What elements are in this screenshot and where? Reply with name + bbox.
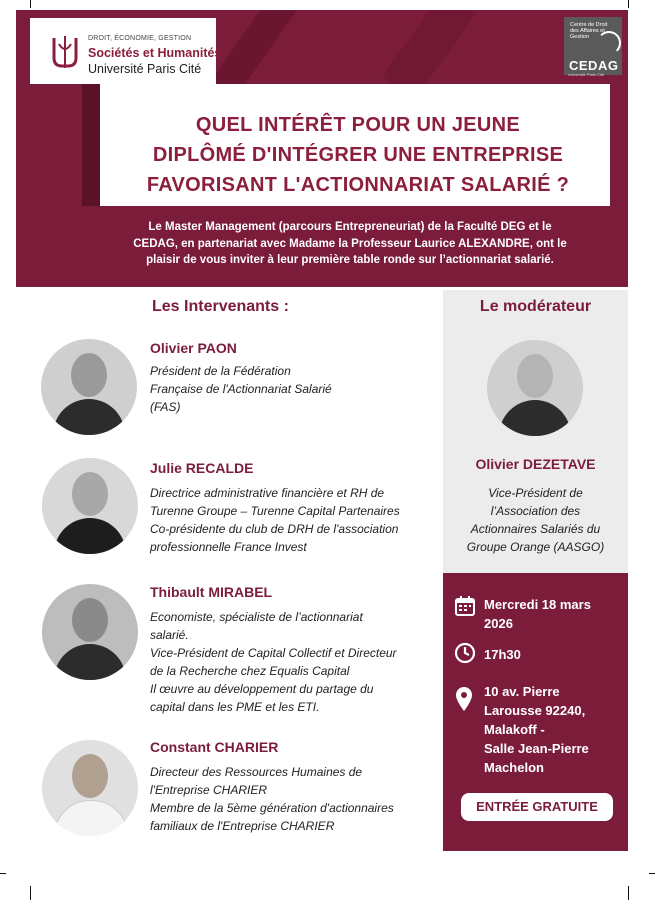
crop-mark: [628, 886, 629, 900]
university-logo: [30, 18, 222, 84]
moderator-heading: Le modérateur: [479, 298, 592, 315]
moderator-photo: [487, 340, 583, 436]
speaker-name: Thibault MIRABEL: [150, 584, 273, 600]
crop-mark: [0, 873, 6, 874]
event-time: 17h30: [484, 647, 521, 662]
intro-text: [100, 219, 600, 269]
speaker-description: Directeur des Ressources Humaines de l'Entreprise CHARIER Membre de la 5ème génération d'actionnaires familiaux de l'Entreprise CHARIER: [150, 765, 394, 833]
speakers-heading: Les Intervenants :: [152, 298, 289, 315]
cedag-logo: [564, 17, 622, 75]
logo-university: Université Paris Cité: [88, 62, 202, 76]
speaker-name: Olivier PAON: [150, 340, 237, 356]
speaker-name: Julie RECALDE: [150, 460, 254, 476]
speaker-photo: [42, 458, 138, 554]
intro-line: CEDAG, en partenariat avec Madame la Professeur Laurice ALEXANDRE, ont le: [133, 237, 567, 250]
speaker-photo: [41, 339, 137, 435]
intro-line: Le Master Management (parcours Entrepreneuriat) de la Faculté DEG et le: [148, 221, 552, 233]
title-accent-bar: [82, 84, 100, 206]
cedag-title: CEDAG: [569, 58, 619, 73]
crop-mark: [649, 873, 655, 874]
calendar-icon: [455, 596, 475, 616]
speaker-photo: [42, 584, 138, 680]
cedag-subtitle: Centre de Droit des Affaires et Gestion: [570, 22, 608, 40]
clock-icon: [454, 642, 476, 664]
crop-mark: [30, 0, 31, 8]
university-logo-mark: [50, 34, 80, 70]
speaker-description: Président de la Fédération Française de l'Actionnariat Salarié (FAS): [150, 364, 332, 414]
speaker-photo: [42, 740, 138, 836]
title-line: FAVORISANT L'ACTIONNARIAT SALARIÉ ?: [146, 174, 570, 196]
page-title: [113, 110, 603, 200]
crop-mark: [628, 0, 629, 8]
cedag-university: Université Paris Cité: [568, 72, 605, 77]
speaker-name: Constant CHARIER: [150, 739, 279, 755]
speaker-description: Economiste, spécialiste de l’actionnariat salarié. Vice-Président de Capital Collectif et Directeur de la Recherche chez Equalis Capital Il œuvre au développement du partage du capital dans les PME et les ETI.: [150, 610, 397, 714]
crop-mark: [30, 886, 31, 900]
event-date: Mercredi 18 mars 2026: [484, 597, 591, 631]
moderator-name: Olivier DEZETAVE: [475, 456, 596, 472]
title-line: DIPLÔMÉ D'INTÉGRER UNE ENTREPRISE: [152, 144, 564, 166]
event-address: 10 av. Pierre Larousse 92240, Malakoff - Salle Jean-Pierre Machelon: [484, 684, 589, 775]
intro-line: plaisir de vous inviter à leur première table ronde sur l’actionnariat salarié.: [146, 254, 554, 266]
title-line: QUEL INTÉRÊT POUR UN JEUNE: [195, 114, 521, 136]
logo-title: Sociétés et Humanités: [88, 46, 222, 60]
speaker-description: Directrice administrative financière et RH de Turenne Groupe – Turenne Capital Partenaires Co-présidente du club de DRH de l'association professionnelle France Invest: [150, 486, 400, 554]
cedag-arc-icon: [597, 31, 621, 55]
location-pin-icon: [456, 687, 472, 711]
logo-subtitle: DROIT, ÉCONOMIE, GESTION: [88, 35, 192, 42]
free-entry-badge: ENTRÉE GRATUITE: [461, 793, 613, 821]
moderator-description: Vice-Président de l’Association des Actionnaires Salariés du Groupe Orange (AASGO): [466, 486, 605, 554]
